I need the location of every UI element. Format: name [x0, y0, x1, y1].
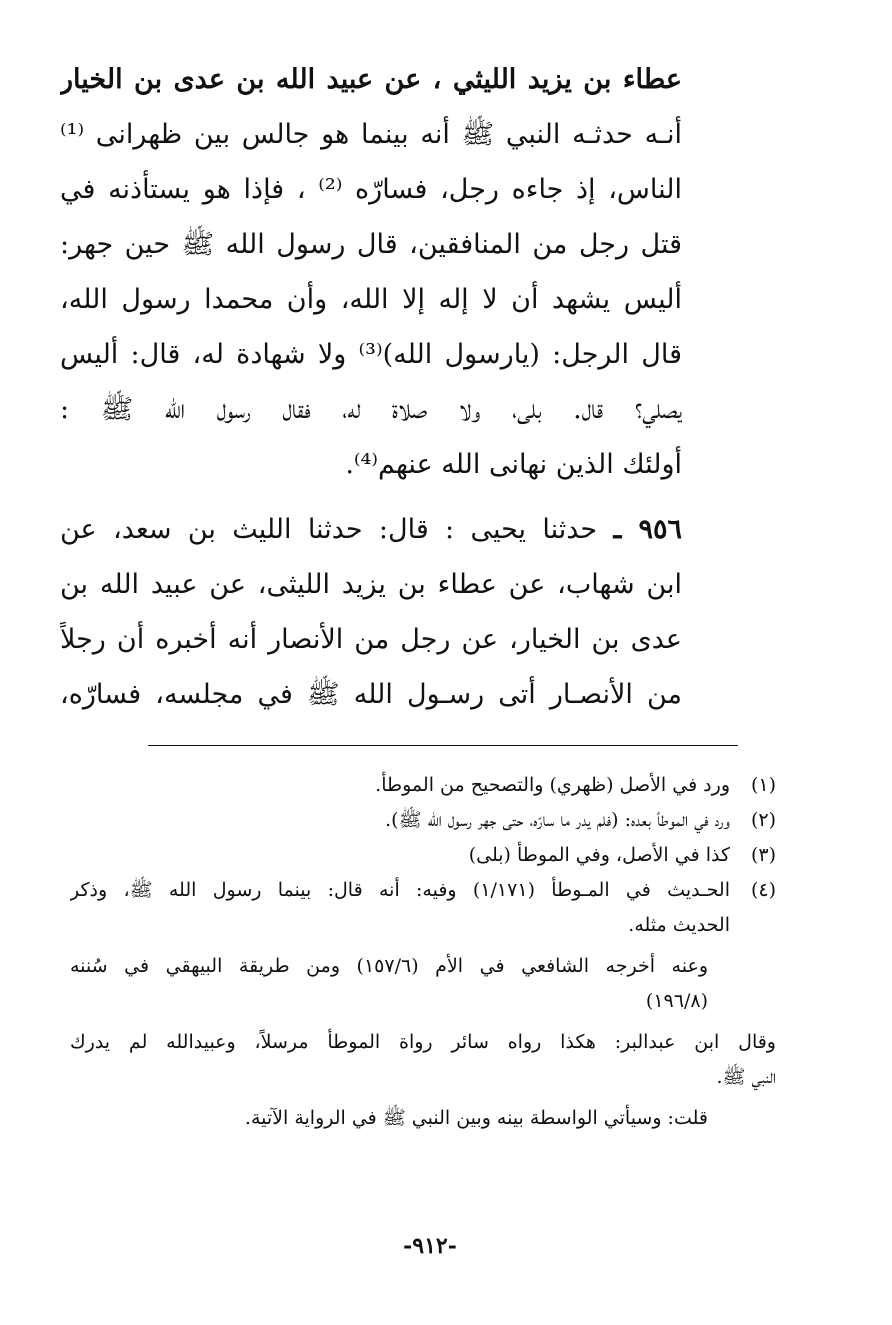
- page-number: -٩١٢-: [403, 1233, 457, 1259]
- main-text: [60, 52, 682, 722]
- footnote-text: الحديث مثله.: [628, 914, 730, 936]
- text-line: أولئك الذين نهانى الله عنهم⁽⁴⁾.: [345, 449, 682, 480]
- footnote-number: (٣): [750, 844, 776, 866]
- footnote-text: قلت: وسيأتي الواسطة بينه وبين النبي ﷺ في الرواية الآتية.: [244, 1107, 708, 1129]
- footnote-text: النبي ﷺ.: [716, 1066, 776, 1088]
- footnote-text: الحـديث في المـوطأ (١/١٧١) وفيه: أنه قال: بينما رسول الله ﷺ، وذكر: [70, 879, 730, 901]
- text-line: أنـه حدثـه النبي ﷺ أنه بينما هو جالس بين ظهرانى ⁽¹⁾: [60, 119, 682, 150]
- text-line: ابن شهاب، عن عطاء بن يزيد الليثى، عن عبيد الله بن: [60, 569, 682, 600]
- text-line: قتل رجل من المنافقين، قال رسول الله ﷺ حين جهر:: [60, 229, 682, 260]
- footnote-text: وعنه أخرجه الشافعي في الأم (١٥٧/٦) ومن طريقة البيهقي في سُننه: [70, 955, 708, 977]
- footnote-paragraph: [70, 949, 776, 1019]
- text-line: قال الرجل: (يارسول الله)⁽³⁾ ولا شهادة له، قال: أليس: [60, 339, 682, 370]
- footnote-text: كذا في الأصل، وفي الموطأ (بلى): [468, 844, 730, 866]
- footnote-text: ورد في الموطأ بعده: (فلم يدر ما سارّه، حتى جهر رسول الله ﷺ).: [385, 809, 730, 831]
- footnote-divider: [148, 745, 738, 746]
- footnote-text: ورد في الأصل (ظهري) والتصحيح من الموطأ.: [375, 774, 730, 796]
- footnote-text: وقال ابن عبدالبر: هكذا رواه سائر رواة الموطأ مرسلاً، وعبيدالله لم يدرك: [70, 1031, 776, 1053]
- footnotes: [70, 768, 776, 1136]
- footnote-text: (١٩٦/٨): [645, 990, 708, 1012]
- hadith-text: حدثنا يحيى : قال: حدثنا الليث بن سعد، عن: [60, 514, 598, 545]
- footnote-4: [70, 873, 776, 943]
- footnote-paragraph: [70, 1101, 776, 1136]
- footnote-number: (٤): [750, 879, 776, 901]
- footnote-2: [70, 803, 776, 838]
- text-line: الناس، إذ جاءه رجل، فسارّه ⁽²⁾ ، فإذا هو يستأذنه في: [60, 174, 682, 205]
- footnote-3: [70, 838, 776, 873]
- footnote-1: [70, 768, 776, 803]
- text-line: يصلي؟ قال. بلى، ولا صلاة له، فقال رسول الله ﷺ :: [60, 394, 682, 425]
- footnote-paragraph: [70, 1025, 776, 1095]
- footnote-number: (٢): [750, 809, 776, 831]
- text-line: عدى بن الخيار، عن رجل من الأنصار أنه أخبره أن رجلاً: [60, 624, 682, 655]
- hadith-first-line: [60, 502, 682, 557]
- text-line: عطاء بن يزيد الليثي ، عن عبيد الله بن عدى بن الخيار: [60, 64, 682, 95]
- text-line: أليس يشهد أن لا إله إلا الله، وأن محمدا رسول الله،: [60, 284, 682, 315]
- text-line: من الأنصـار أتى رسـول الله ﷺ في مجلسه، فسارّه،: [60, 679, 682, 710]
- hadith-number: ٩٥٦ ـ: [613, 514, 682, 545]
- footnote-number: (١): [750, 774, 776, 796]
